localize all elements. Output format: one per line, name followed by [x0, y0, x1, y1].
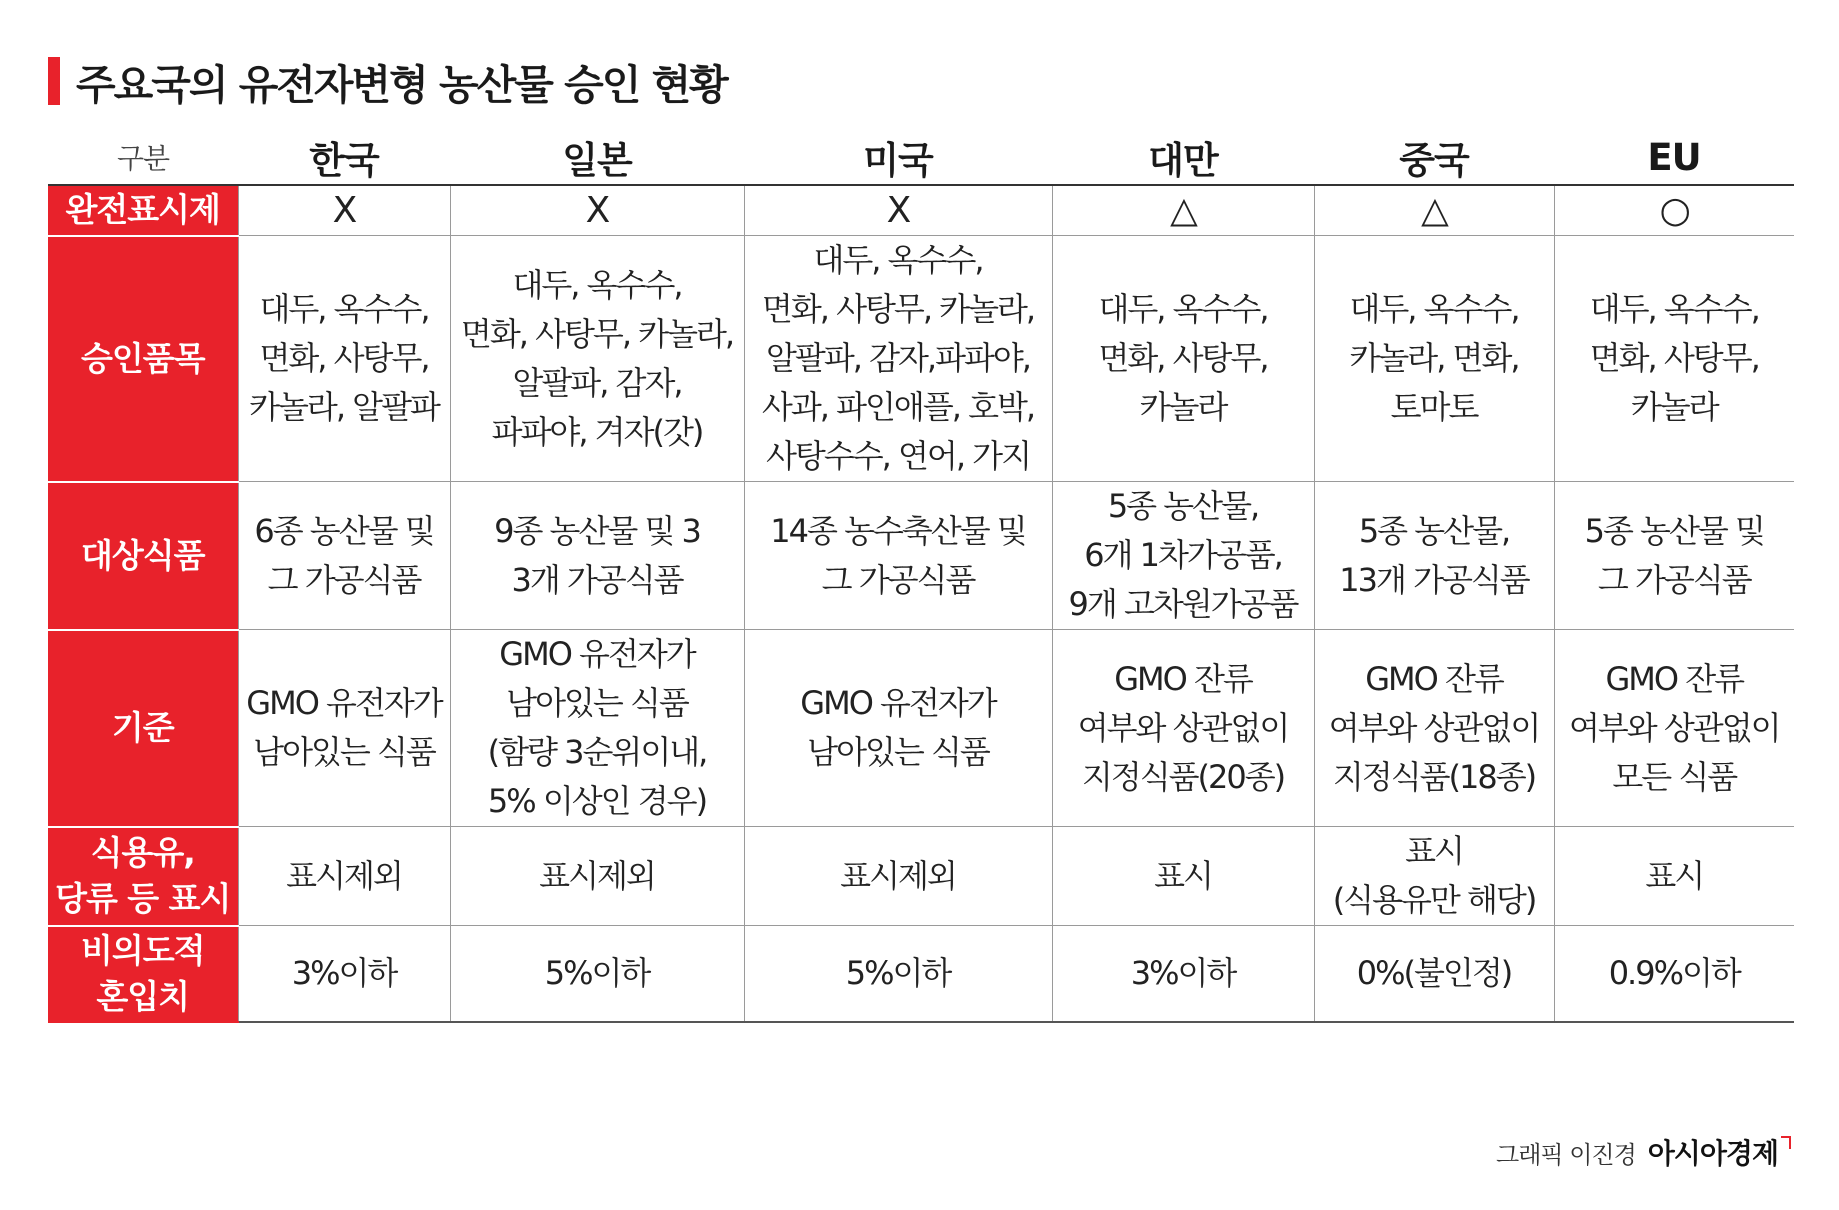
cell-line: GMO 잔류	[1605, 659, 1744, 698]
row-header-line: 혼입치	[96, 976, 190, 1016]
header-row	[48, 130, 1794, 185]
graphic-credit: 그래픽 이진경	[1496, 1141, 1636, 1169]
table-cell	[1554, 482, 1794, 630]
cell-line: 대두, 옥수수,	[1098, 290, 1268, 328]
brand-mark-icon	[1781, 1136, 1791, 1149]
cell-line: 9종 농산물 및 3	[494, 511, 700, 550]
table-cell	[450, 926, 744, 1022]
table-cell	[238, 630, 450, 827]
table-cell	[1052, 236, 1314, 482]
table-row	[48, 185, 1794, 236]
title-accent-bar	[48, 57, 60, 105]
cell-line: 그 가공식품	[267, 560, 421, 599]
cell-line: 면화, 사탕무,	[259, 339, 429, 377]
cell-line: 5종 농산물 및	[1584, 511, 1764, 550]
table-cell	[1052, 185, 1314, 236]
table-cell	[744, 236, 1052, 482]
table-cell	[1314, 827, 1554, 926]
table-cell	[450, 482, 744, 630]
cell-line: 파파야, 겨자(갓)	[491, 412, 703, 451]
table-cell	[744, 827, 1052, 926]
cell-line: 지정식품(20종)	[1081, 757, 1285, 796]
row-header-line: 식용유,	[90, 833, 195, 872]
header-country: 대만	[1052, 130, 1314, 185]
cell-line: GMO 잔류	[1365, 659, 1503, 698]
cell-line: 사과, 파인애플, 호박,	[761, 388, 1035, 426]
table-row	[48, 236, 1794, 482]
cell-line: 표시	[1405, 832, 1463, 870]
cell-line: 6개 1차가공품,	[1084, 536, 1282, 574]
cell-line: 여부와 상관없이	[1077, 708, 1289, 747]
cell-line: 그 가공식품	[1597, 560, 1751, 599]
cell-line: 14종 농수축산물 및	[770, 511, 1026, 550]
cell-line: 대두, 옥수수,	[1589, 290, 1759, 328]
table-row	[48, 482, 1794, 630]
table-cell	[450, 236, 744, 482]
cell-line: 여부와 상관없이	[1328, 708, 1540, 747]
table-cell	[744, 482, 1052, 630]
cell-line: △	[1170, 190, 1196, 231]
cell-line: 9개 고차원가공품	[1068, 585, 1298, 623]
table-row	[48, 827, 1794, 926]
table-cell	[744, 926, 1052, 1022]
cell-line: 면화, 사탕무, 카놀라,	[761, 290, 1035, 328]
page-title: 주요국의 유전자변형 농산물 승인 현황	[76, 60, 727, 109]
cell-line: X	[886, 190, 910, 231]
cell-line: 알팔파, 감자,	[512, 363, 682, 402]
cell-line: (식용유만 해당)	[1332, 881, 1536, 919]
cell-line: △	[1421, 190, 1447, 231]
cell-line: 남아있는 식품	[253, 733, 435, 771]
header-country: 일본	[450, 130, 744, 185]
gmo-approval-table	[48, 130, 1794, 1023]
table-cell	[238, 236, 450, 482]
cell-line: 토마토	[1390, 388, 1478, 426]
cell-line: 남아있는 식품	[506, 684, 688, 722]
cell-line: 모든 식품	[1612, 757, 1737, 796]
cell-line: 면화, 사탕무,	[1098, 339, 1268, 377]
row-header-line: 승인품목	[80, 338, 205, 378]
cell-line: 표시	[1645, 856, 1704, 895]
table-cell	[238, 482, 450, 630]
row-header-line: 당류 등 표시	[55, 879, 231, 918]
row-header-line: 비의도적	[80, 930, 205, 970]
header-country: 미국	[744, 130, 1052, 185]
table-cell	[1554, 185, 1794, 236]
table-cell	[1052, 482, 1314, 630]
cell-line: 대두, 옥수수,	[813, 241, 983, 279]
cell-line: GMO 유전자가	[246, 684, 442, 722]
cell-line: 5%이하	[544, 953, 650, 992]
table-cell	[1052, 827, 1314, 926]
row-header	[48, 236, 238, 482]
cell-line: 카놀라, 면화,	[1349, 339, 1519, 377]
cell-line: 지정식품(18종)	[1332, 757, 1536, 796]
row-header	[48, 926, 238, 1022]
cell-line: 카놀라	[1139, 388, 1227, 426]
cell-line: 0.9%이하	[1608, 953, 1740, 992]
cell-line: 사탕수수, 연어, 가지	[766, 437, 1030, 475]
cell-line: 카놀라	[1630, 388, 1718, 426]
row-header-line: 대상식품	[80, 535, 205, 575]
credit-line	[1496, 1132, 1791, 1172]
row-header	[48, 827, 238, 926]
cell-line: 3개 가공식품	[511, 560, 683, 599]
table-cell	[744, 630, 1052, 827]
cell-line: 남아있는 식품	[807, 733, 989, 771]
row-header	[48, 630, 238, 827]
table-cell	[238, 185, 450, 236]
row-header-line: 기준	[111, 708, 174, 747]
cell-line: 5% 이상인 경우)	[487, 782, 707, 820]
cell-line: 0%(불인정)	[1356, 953, 1512, 992]
table-cell	[1314, 236, 1554, 482]
cell-line: 표시제외	[286, 856, 402, 895]
header-country: 한국	[238, 130, 450, 185]
table-row	[48, 926, 1794, 1022]
cell-line: 그 가공식품	[821, 560, 975, 599]
cell-line: ○	[1659, 190, 1689, 231]
table-cell	[1314, 482, 1554, 630]
table-cell	[1554, 236, 1794, 482]
cell-line: 면화, 사탕무,	[1589, 339, 1759, 377]
title-block	[48, 56, 727, 109]
table-cell	[450, 827, 744, 926]
cell-line: GMO 유전자가	[800, 684, 996, 722]
cell-line: X	[585, 190, 609, 231]
cell-line: 5종 농산물,	[1358, 511, 1510, 550]
row-header	[48, 185, 238, 236]
cell-line: 대두, 옥수수,	[512, 265, 682, 304]
cell-line: GMO 유전자가	[499, 635, 695, 673]
header-country: EU	[1554, 130, 1794, 185]
table-row	[48, 630, 1794, 827]
cell-line: 대두, 옥수수,	[259, 290, 429, 328]
table-cell	[1314, 630, 1554, 827]
table-cell	[450, 630, 744, 827]
row-header	[48, 482, 238, 630]
table-cell	[1052, 926, 1314, 1022]
cell-line: 대두, 옥수수,	[1349, 290, 1519, 328]
cell-line: 3%이하	[1130, 953, 1236, 992]
cell-line: 3%이하	[291, 953, 397, 992]
cell-line: 표시제외	[539, 856, 655, 895]
table-cell	[1554, 630, 1794, 827]
row-header-line: 완전표시제	[65, 190, 220, 230]
table-cell	[1052, 630, 1314, 827]
cell-line: 표시제외	[840, 856, 956, 895]
cell-line: 알팔파, 감자,파파야,	[766, 339, 1030, 377]
header-corner: 구분	[48, 130, 238, 185]
cell-line: 표시	[1154, 856, 1212, 895]
table-cell	[1554, 926, 1794, 1022]
cell-line: 13개 가공식품	[1339, 560, 1529, 599]
table-cell	[238, 926, 450, 1022]
cell-line: GMO 잔류	[1114, 659, 1252, 698]
cell-line: (함량 3순위이내,	[487, 733, 707, 771]
cell-line: 여부와 상관없이	[1568, 708, 1780, 747]
table-cell	[238, 827, 450, 926]
cell-line: X	[332, 190, 356, 231]
cell-line: 5종 농산물,	[1107, 487, 1259, 525]
table-cell	[1554, 827, 1794, 926]
brand-logo: 아시아경제	[1647, 1137, 1778, 1170]
cell-line: 6종 농산물 및	[254, 511, 434, 550]
table-cell	[450, 185, 744, 236]
cell-line: 5%이하	[845, 953, 951, 992]
cell-line: 면화, 사탕무, 카놀라,	[460, 314, 734, 353]
table-cell	[744, 185, 1052, 236]
header-country: 중국	[1314, 130, 1554, 185]
table-cell	[1314, 185, 1554, 236]
table-cell	[1314, 926, 1554, 1022]
cell-line: 카놀라, 알팔파	[249, 388, 439, 426]
